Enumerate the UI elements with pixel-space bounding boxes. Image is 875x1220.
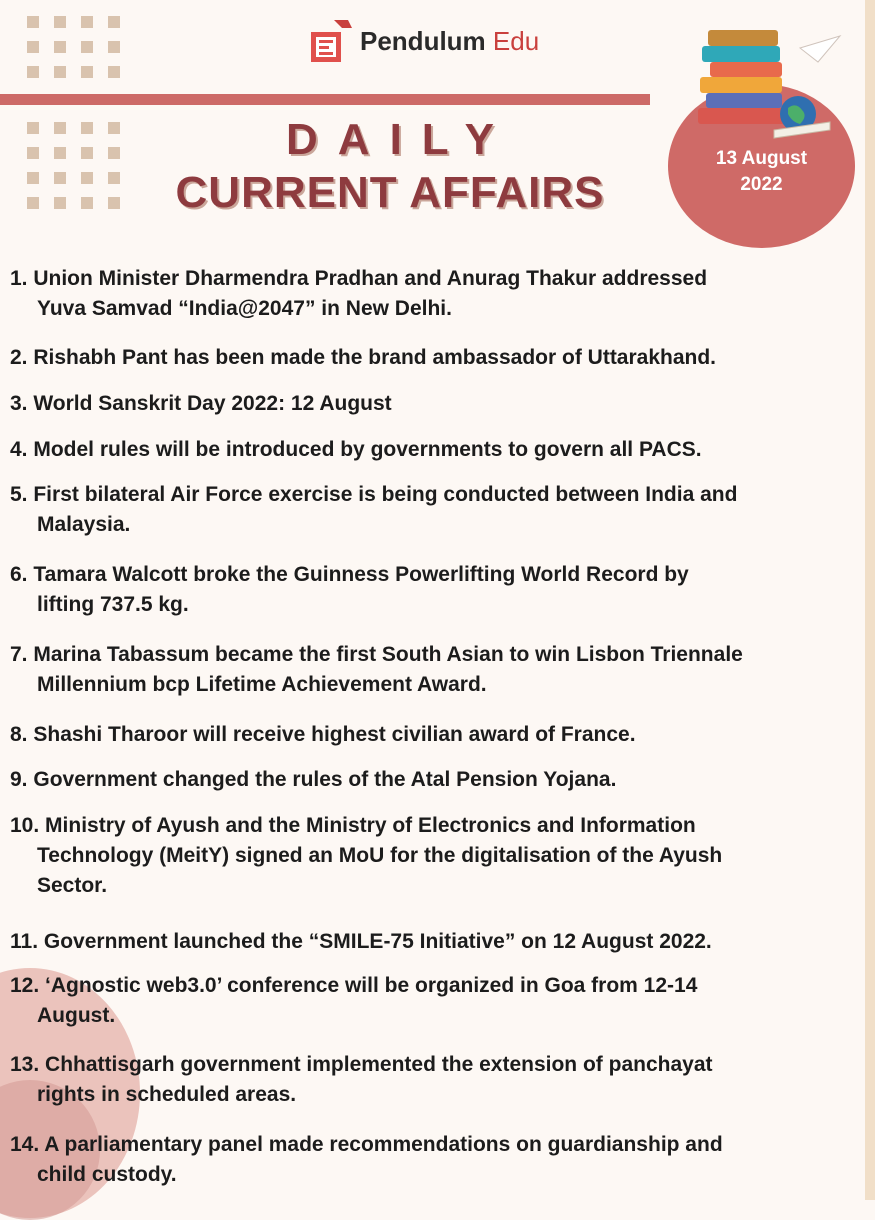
item-text: Sector. bbox=[37, 874, 108, 897]
item-number: 5. bbox=[10, 483, 28, 506]
item-number: 4. bbox=[10, 438, 28, 461]
item-number: 14. bbox=[10, 1133, 40, 1156]
item-number: 2. bbox=[10, 346, 28, 369]
item-number: 8. bbox=[10, 723, 28, 746]
date-day-month: 13 August bbox=[715, 148, 808, 169]
item-text: lifting 737.5 kg. bbox=[37, 593, 189, 616]
item-text: Union Minister Dharmendra Pradhan and Anurag Thakur addressed bbox=[33, 267, 708, 290]
heading-line-2: CURRENT AFFAIRS bbox=[175, 168, 605, 217]
date-year: 2022 bbox=[740, 174, 783, 195]
list-item bbox=[10, 720, 636, 750]
list-item bbox=[10, 640, 743, 700]
item-number: 3. bbox=[10, 392, 28, 415]
item-text: A parliamentary panel made recommendations on guardianship and bbox=[44, 1133, 723, 1156]
item-text: Yuva Samvad “India@2047” in New Delhi. bbox=[37, 297, 452, 320]
item-text: Government launched the “SMILE-75 Initiative” on 12 August 2022. bbox=[43, 930, 712, 953]
list-item bbox=[10, 1130, 723, 1190]
list-item bbox=[10, 560, 689, 620]
item-text: Tamara Walcott broke the Guinness Powerlifting World Record by bbox=[33, 563, 689, 586]
item-number: 11. bbox=[10, 930, 39, 953]
item-text: Model rules will be introduced by governments to govern all PACS. bbox=[33, 438, 702, 461]
heading-line-1: DAILY bbox=[286, 115, 514, 164]
item-text: Government changed the rules of the Atal Pension Yojana. bbox=[33, 768, 617, 791]
item-number: 10. bbox=[10, 814, 40, 837]
item-number: 9. bbox=[10, 768, 28, 791]
item-text: First bilateral Air Force exercise is being conducted between India and bbox=[33, 483, 738, 506]
list-item bbox=[10, 343, 716, 373]
item-number: 13. bbox=[10, 1053, 40, 1076]
item-text: child custody. bbox=[37, 1163, 177, 1186]
list-item bbox=[10, 264, 707, 324]
list-item bbox=[10, 927, 712, 957]
brand-name-main: Pendulum bbox=[360, 25, 486, 56]
item-text: World Sanskrit Day 2022: 12 August bbox=[33, 392, 392, 415]
list-item bbox=[10, 811, 722, 901]
item-text: Rishabh Pant has been made the brand ambassador of Uttarakhand. bbox=[33, 346, 717, 369]
list-item bbox=[10, 435, 702, 465]
item-text: Ministry of Ayush and the Ministry of Electronics and Information bbox=[45, 814, 696, 837]
list-item bbox=[10, 971, 697, 1031]
item-text: Malaysia. bbox=[37, 513, 131, 536]
list-item bbox=[10, 480, 737, 540]
list-item bbox=[10, 389, 392, 419]
item-number: 7. bbox=[10, 643, 28, 666]
brand-name-accent: Edu bbox=[492, 25, 540, 56]
item-number: 1. bbox=[10, 267, 28, 290]
item-number: 6. bbox=[10, 563, 28, 586]
item-text: Marina Tabassum became the first South Asian to win Lisbon Triennale bbox=[33, 643, 743, 666]
item-text: ‘Agnostic web3.0’ conference will be organized in Goa from 12-14 bbox=[45, 974, 698, 997]
item-text: Millennium bcp Lifetime Achievement Award. bbox=[37, 673, 487, 696]
item-text: Technology (MeitY) signed an MoU for the digitalisation of the Ayush bbox=[37, 844, 723, 867]
item-text: August. bbox=[37, 1004, 116, 1027]
list-item bbox=[10, 765, 616, 795]
list-item bbox=[10, 1050, 713, 1110]
item-text: Shashi Tharoor will receive highest civilian award of France. bbox=[33, 723, 636, 746]
item-text: rights in scheduled areas. bbox=[37, 1083, 297, 1106]
item-text: Chhattisgarh government implemented the extension of panchayat bbox=[45, 1053, 713, 1076]
item-number: 12. bbox=[10, 974, 40, 997]
